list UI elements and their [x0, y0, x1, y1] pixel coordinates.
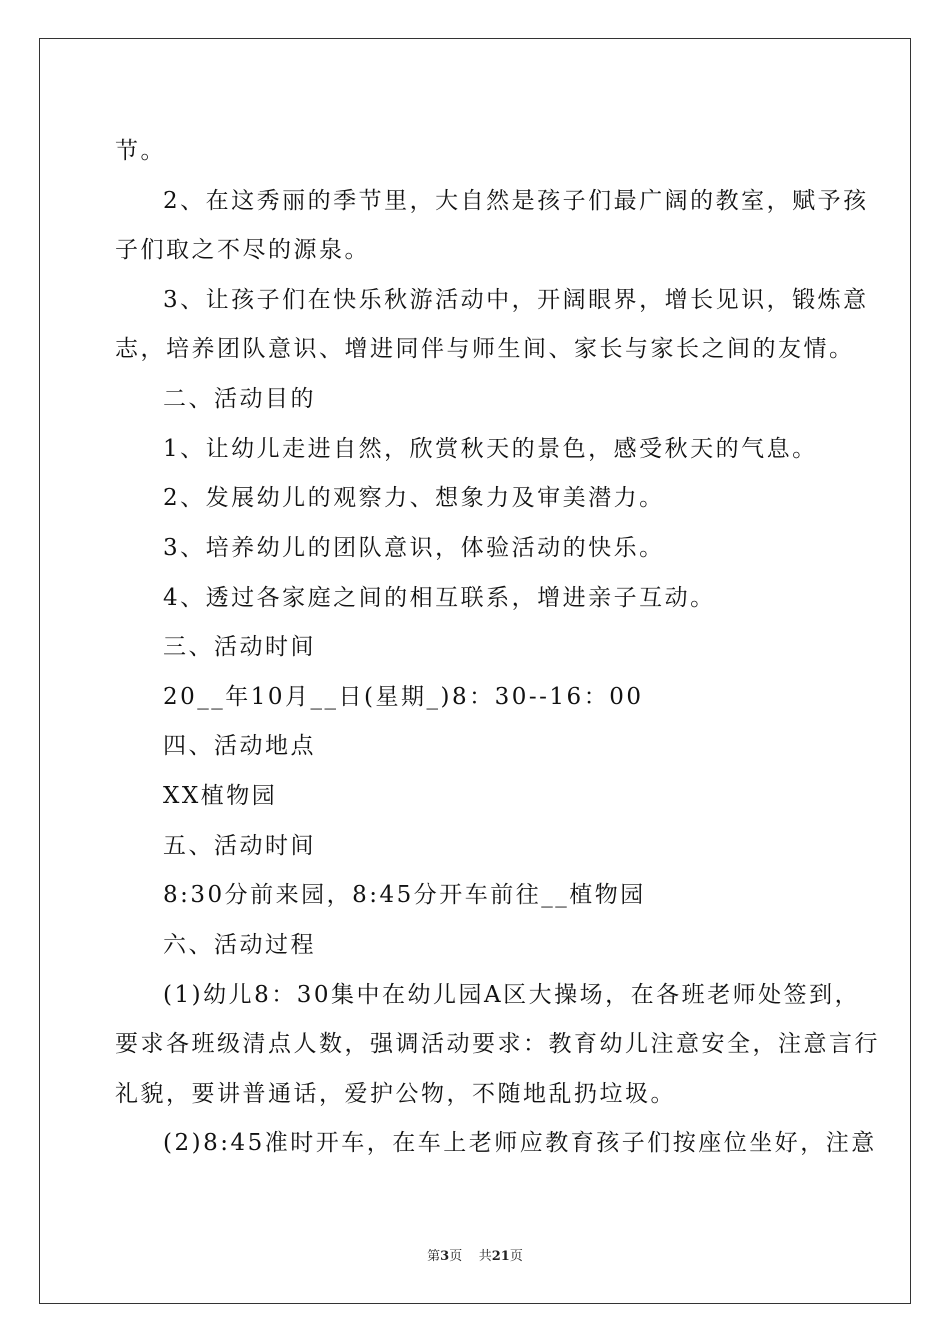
section-heading: 三、活动时间 [163, 634, 316, 660]
text-line: 2、在这秀丽的季节里，大自然是孩子们最广阔的教室，赋予孩 [163, 188, 869, 214]
text-line: 3、培养幼儿的团队意识，体验活动的快乐。 [163, 535, 665, 561]
page-label-suffix: 页 [449, 1249, 463, 1264]
total-label-suffix: 页 [509, 1249, 523, 1264]
text-line: XX植物园 [163, 783, 278, 809]
text-line: 要求各班级清点人数，强调活动要求：教育幼儿注意安全，注意言行 [115, 1031, 880, 1057]
total-label-prefix: 共 [478, 1249, 492, 1264]
section-heading: 二、活动目的 [163, 386, 316, 412]
total-pages-number: 21 [491, 1249, 510, 1264]
section-heading: 四、活动地点 [163, 733, 316, 759]
text-line: 志，培养团队意识、增进同伴与师生间、家长与家长之间的友情。 [115, 336, 855, 362]
section-heading: 六、活动过程 [163, 932, 316, 958]
text-line: 礼貌，要讲普通话，爱护公物，不随地乱扔垃圾。 [115, 1081, 676, 1107]
page-border [39, 38, 911, 1304]
text-line: (2)8:45准时开车，在车上老师应教育孩子们按座位坐好，注意 [163, 1130, 877, 1156]
text-line: 节。 [115, 138, 166, 164]
text-line: 4、透过各家庭之间的相互联系，增进亲子互动。 [163, 585, 716, 611]
text-line: 3、让孩子们在快乐秋游活动中，开阔眼界，增长见识，锻炼意 [163, 287, 869, 313]
text-line: 8:30分前来园，8:45分开车前往__植物园 [163, 882, 646, 908]
page-label-prefix: 第 [427, 1249, 441, 1264]
page-footer [0, 1245, 950, 1264]
text-line: 20__年10月__日(星期_)8：30--16：00 [163, 684, 644, 710]
text-line: 1、让幼儿走进自然，欣赏秋天的景色，感受秋天的气息。 [163, 436, 818, 462]
text-line: 子们取之不尽的源泉。 [115, 237, 370, 263]
section-heading: 五、活动时间 [163, 833, 316, 859]
text-line: (1)幼儿8：30集中在幼儿园A区大操场，在各班老师处签到， [163, 982, 861, 1008]
text-line: 2、发展幼儿的观察力、想象力及审美潜力。 [163, 485, 665, 511]
current-page-number: 3 [440, 1249, 450, 1264]
